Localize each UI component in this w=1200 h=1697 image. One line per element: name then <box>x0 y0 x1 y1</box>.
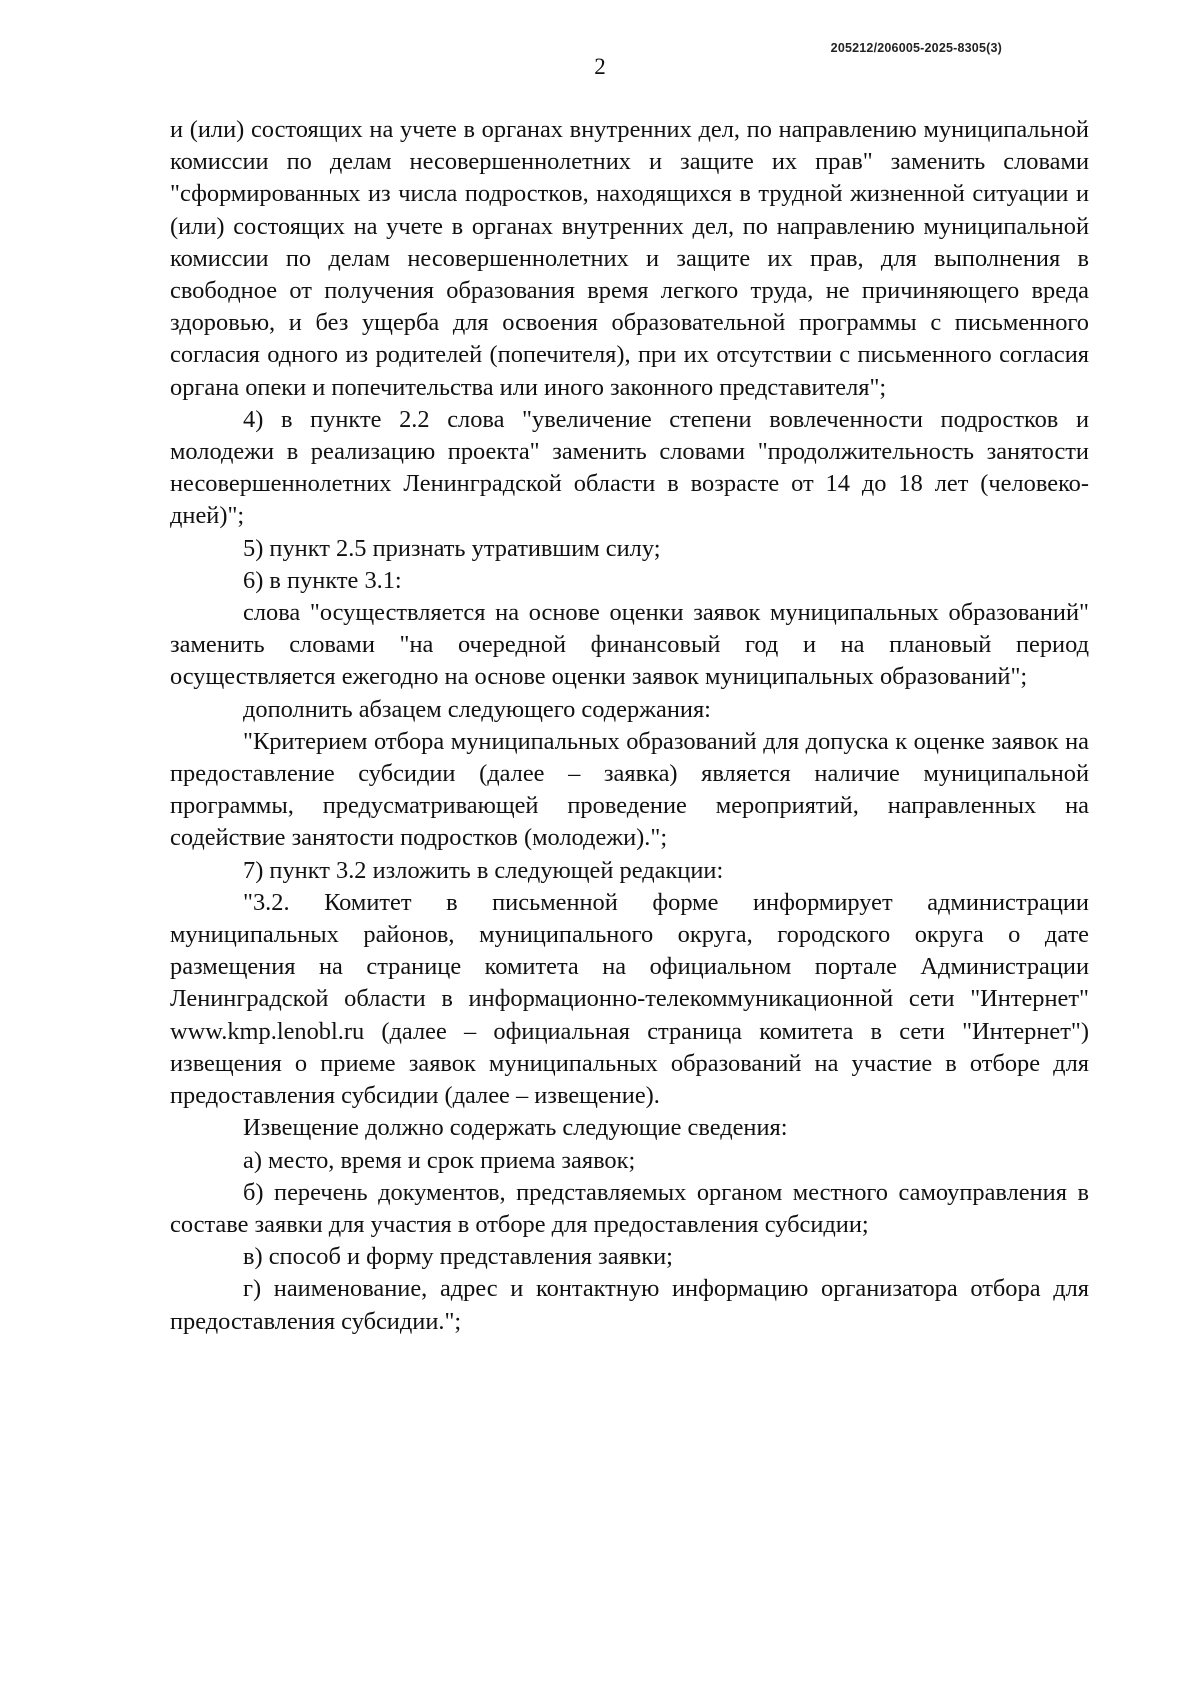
paragraph: 4) в пункте 2.2 слова "увеличение степени вовлеченности подростков и молодежи в реализацию проекта" заменить словами "продолжительность занятости несовершеннолетних Ленинградской области в возрасте от 14 до 18 лет (человеко-дней)"; <box>170 405 1089 530</box>
document-id: 205212/206005-2025-8305(3) <box>830 41 1002 55</box>
paragraph: б) перечень документов, представляемых органом местного самоуправления в составе заявки для участия в отборе для предоставления субсидии; <box>170 1178 1089 1238</box>
paragraph: Извещение должно содержать следующие сведения: <box>243 1114 788 1142</box>
paragraph: "Критерием отбора муниципальных образований для допуска к оценке заявок на предоставление субсидии (далее – заявка) является наличие муниципальной программы, предусматривающей проведение мероприятий, направленных на содействие занятости подростков (молодежи)."; <box>170 727 1089 852</box>
paragraph: а) место, время и срок приема заявок; <box>243 1146 636 1174</box>
paragraph: г) наименование, адрес и контактную информацию организатора отбора для предоставления субсидии."; <box>170 1275 1089 1335</box>
paragraph: 6) в пункте 3.1: <box>243 566 402 594</box>
paragraph: слова "осуществляется на основе оценки заявок муниципальных образований" заменить словами "на очередной финансовый год и на плановый период осуществляется ежегодно на основе оценки заявок муниципальных образований"; <box>170 599 1089 691</box>
paragraph: и (или) состоящих на учете в органах внутренних дел, по направлению муниципальной комиссии по делам несовершеннолетних и защите их прав" заменить словами "сформированных из числа подростков, находящихся в трудной жизненной ситуации и (или) состоящих на учете в органах внутренних дел, по направлению муниципальной комиссии по делам несовершеннолетних и защите их прав, для выполнения в свободное от получения образования время легкого труда, не причиняющего вреда здоровью, и без ущерба для освоения образовательной программы с письменного согласия одного из родителей (попечителя), при их отсутствии с письменного согласия органа опеки и попечительства или иного законного представителя"; <box>170 116 1089 401</box>
paragraph: в) способ и форму представления заявки; <box>243 1243 673 1271</box>
page-number: 2 <box>594 54 606 79</box>
paragraph: "3.2. Комитет в письменной форме информирует администрации муниципальных районов, муниципального округа, городского округа о дате размещения на странице комитета на официальном портале Администрации Ленинградской области в информационно-телекоммуникационной сети "Интернет" www.kmp.lenobl.ru (далее – официальная страница комитета в сети "Интернет") извещения о приеме заявок муниципальных образований на участие в отборе для предоставления субсидии (далее – извещение). <box>170 888 1089 1110</box>
document-body <box>170 114 1089 1338</box>
paragraph: дополнить абзацем следующего содержания: <box>243 695 711 723</box>
paragraph: 5) пункт 2.5 признать утратившим силу; <box>243 534 661 562</box>
paragraph: 7) пункт 3.2 изложить в следующей редакции: <box>243 856 724 884</box>
